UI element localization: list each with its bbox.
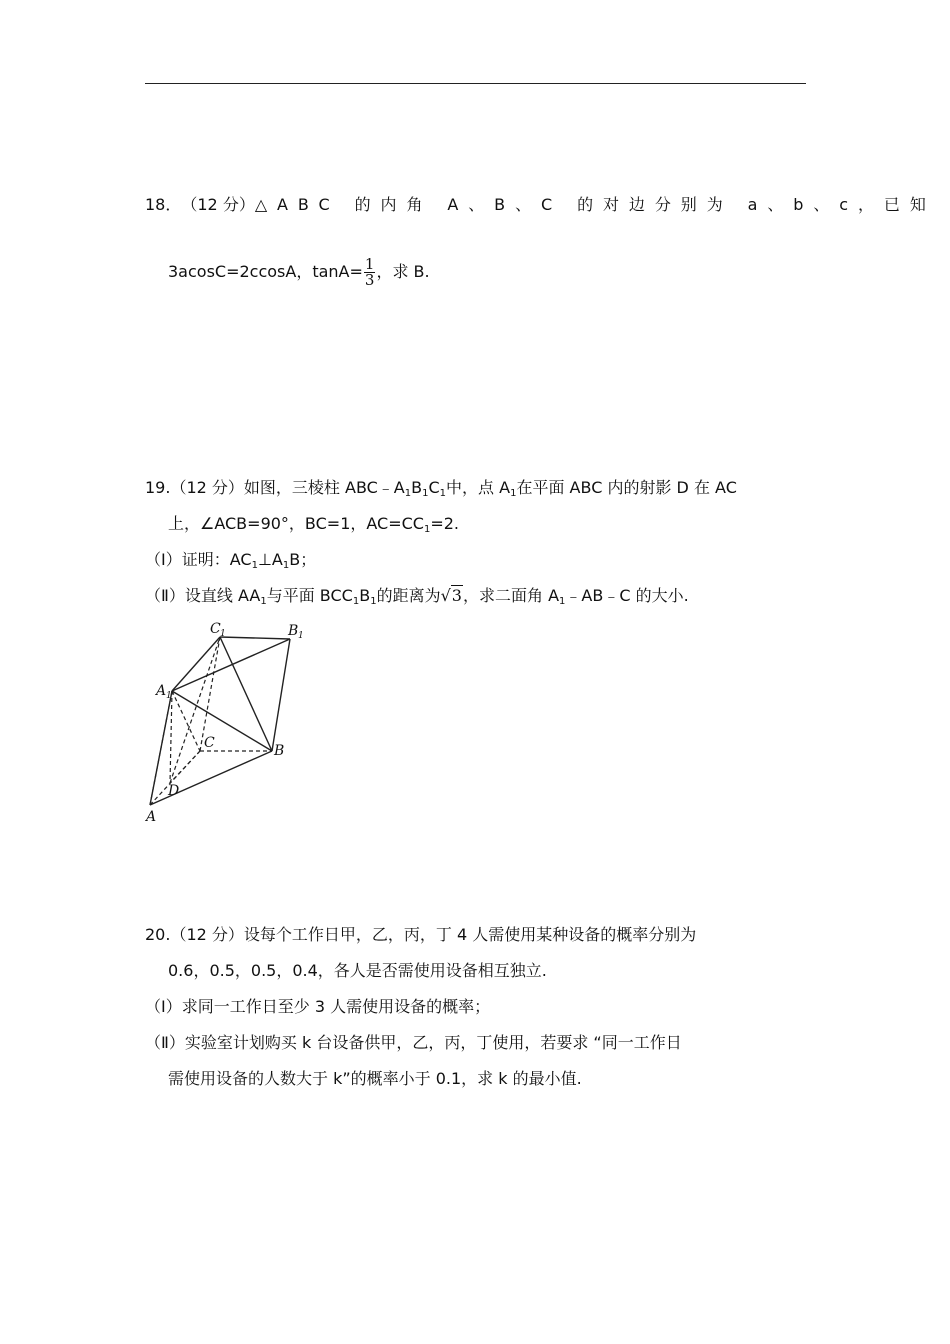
q19-text: 设直线 AA <box>184 586 261 605</box>
q18-line1 <box>145 195 936 215</box>
q20-line2 <box>168 961 547 981</box>
q19-part2 <box>145 586 689 606</box>
label-A1: A <box>156 683 167 699</box>
q20-part2-text: 实验室计划购买 k 台设备供甲，乙，丙，丁使用，若要求 “同一工作日 <box>184 1033 682 1052</box>
subscript: 1 <box>423 524 431 535</box>
label-B1: B <box>288 623 299 639</box>
edge-D-C1 <box>170 637 220 783</box>
q19-text: 上，∠ACB=90°，BC=1，AC=CC <box>168 514 424 533</box>
subscript: 1 <box>559 596 566 607</box>
subscript: 1 <box>404 488 412 499</box>
subscript: 1 <box>510 488 517 499</box>
subscript: 1 <box>422 488 429 499</box>
q19-part1 <box>145 550 316 570</box>
q19-text: B； <box>289 550 317 569</box>
q20-line1 <box>145 925 696 945</box>
q19-text: B <box>359 586 371 605</box>
label-B1-sub: 1 <box>298 631 304 641</box>
part-label: （Ⅰ） <box>145 550 182 569</box>
edge-C1-B <box>220 637 272 751</box>
sqrt-radicand: 3 <box>451 586 462 605</box>
part-label: （Ⅱ） <box>145 586 185 605</box>
q20-part2-line2 <box>168 1069 582 1089</box>
q18-stem-line1: △ABC 的内角 A、B、C 的对边分别为 a、b、c，已知 <box>254 195 936 214</box>
q20-part2-text: 需使用设备的人数大于 k”的概率小于 0.1，求 k 的最小值. <box>168 1069 582 1088</box>
q20-part1 <box>145 997 490 1017</box>
subscript: 1 <box>352 596 360 607</box>
q19-text: ﹣AB﹣C 的大小. <box>565 586 689 605</box>
q19-text: 中，点 A <box>446 478 511 497</box>
edge-A1-B1 <box>172 639 290 691</box>
q20-stem-line1: 设每个工作日甲，乙，丙，丁 4 人需使用某种设备的概率分别为 <box>243 925 697 944</box>
q20-part1-text: 求同一工作日至少 3 人需使用设备的概率； <box>181 997 491 1016</box>
q18-number: 18． <box>145 195 182 214</box>
label-C: C <box>204 735 215 751</box>
q19-text: ，求二面角 A <box>462 586 560 605</box>
sqrt-symbol: √3 <box>440 586 462 605</box>
part-label: （Ⅱ） <box>145 1033 185 1052</box>
label-A: A <box>146 809 157 825</box>
q19-score: （12 分） <box>170 478 244 497</box>
q20-part2-line1 <box>145 1033 682 1053</box>
label-C1-sub: 1 <box>220 629 226 639</box>
fraction-numerator: 1 <box>364 255 375 273</box>
q19-text: C <box>428 478 440 497</box>
subscript: 1 <box>370 596 377 607</box>
edge-C-C1 <box>200 637 220 751</box>
edge-A1-B <box>172 691 272 751</box>
q20-stem-line2: 0.6，0.5，0.5，0.4，各人是否需使用设备相互独立. <box>168 961 547 980</box>
q18-stem-line2: 3acosC=2ccosA，tanA= <box>168 262 363 281</box>
prism-hidden-edges <box>150 637 272 805</box>
q18-stem-line2-end: ，求 B. <box>376 262 430 281</box>
prism-figure <box>140 615 320 830</box>
q19-text: B <box>411 478 423 497</box>
edge-B-B1 <box>272 639 290 751</box>
q18-score: （12 分） <box>181 195 255 214</box>
q19-line2 <box>168 514 459 534</box>
edge-C-D <box>170 751 200 783</box>
q19-text: 与平面 BCC <box>266 586 353 605</box>
fraction-one-third <box>364 257 376 288</box>
subscript: 1 <box>282 560 290 571</box>
subscript: 1 <box>251 560 258 571</box>
q20-number: 20. <box>145 925 171 944</box>
q19-number: 19. <box>145 478 171 497</box>
q19-text: =2. <box>430 514 460 533</box>
edge-C1-B1 <box>220 637 290 639</box>
q19-text: 的距离为 <box>376 586 441 605</box>
fraction-denominator: 3 <box>364 271 375 289</box>
label-B: B <box>274 743 285 759</box>
label-D: D <box>168 783 180 799</box>
q18-line2 <box>168 257 430 288</box>
subscript: 1 <box>260 596 267 607</box>
q19-line1 <box>145 478 737 498</box>
edge-A1-C1 <box>172 637 220 691</box>
subscript: 1 <box>439 488 447 499</box>
q19-text: 如图，三棱柱 ABC﹣A <box>243 478 405 497</box>
label-C1: C <box>210 621 221 637</box>
q20-score: （12 分） <box>170 925 244 944</box>
q19-text: 在平面 ABC 内的射影 D 在 AC <box>516 478 737 497</box>
label-A1-sub: 1 <box>166 691 172 701</box>
header-rule <box>145 83 806 84</box>
q19-text: ⊥A <box>257 550 283 569</box>
q19-text: 证明：AC <box>181 550 252 569</box>
edge-A1-D <box>170 691 172 783</box>
part-label: （Ⅰ） <box>145 997 182 1016</box>
